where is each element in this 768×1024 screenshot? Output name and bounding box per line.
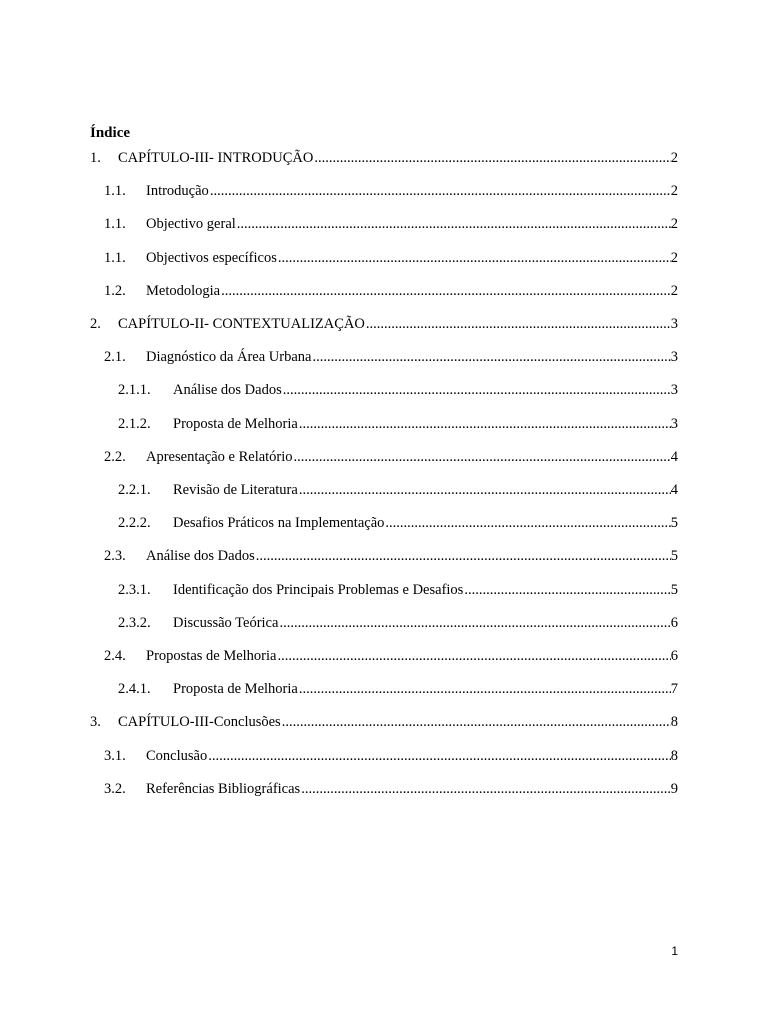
toc-dot-leader — [464, 581, 670, 599]
toc-entry-page: 5 — [670, 515, 678, 532]
toc-entry-number: 2.3. — [104, 548, 126, 565]
toc-entry-number: 2.3.1. — [118, 581, 151, 598]
toc-dot-leader — [301, 780, 671, 798]
toc-dot-leader — [278, 249, 671, 267]
toc-entry[interactable] — [90, 713, 678, 731]
toc-entry[interactable] — [104, 448, 678, 466]
toc-entry-number: 3. — [90, 714, 101, 731]
toc-entry-page: 3 — [670, 349, 678, 366]
toc-entry-label: Análise dos Dados — [173, 382, 282, 399]
toc-entry-label: CAPÍTULO-III-Conclusões — [118, 714, 281, 731]
toc-entry-label: Desafios Práticos na Implementação — [173, 515, 385, 532]
toc-title: Índice — [90, 125, 131, 141]
toc-dot-leader — [279, 614, 670, 632]
toc-entry-page: 2 — [670, 249, 678, 266]
toc-entry-label: Metodologia — [146, 282, 221, 299]
toc-entry-page: 4 — [670, 482, 678, 498]
toc-entry-label: Introdução — [146, 183, 209, 200]
toc-entry-label: Discussão Teórica — [173, 614, 279, 631]
page-number: 1 — [671, 944, 678, 958]
toc-entry-page: 2 — [670, 216, 678, 233]
toc-entry-page: 2 — [670, 282, 678, 299]
toc-dot-leader — [283, 381, 671, 399]
toc-entry-page: 9 — [670, 780, 678, 797]
toc-entry-label: Referências Bibliográficas — [146, 780, 301, 797]
toc-entry[interactable] — [90, 149, 678, 167]
toc-entry-number: 2.2. — [104, 448, 126, 465]
toc-entry-label: Análise dos Dados — [146, 548, 255, 565]
toc-dot-leader — [237, 215, 671, 233]
toc-entry-number: 2.2.1. — [118, 482, 151, 498]
toc-entry[interactable] — [104, 780, 678, 798]
toc-entry-page: 6 — [670, 614, 678, 631]
toc-entry[interactable] — [118, 581, 678, 599]
toc-dot-leader — [208, 747, 671, 765]
toc-entry-number: 1.1. — [104, 216, 126, 233]
toc-entry[interactable] — [118, 614, 678, 632]
toc-entry-label: Revisão de Literatura — [173, 482, 298, 498]
toc-entry-label: CAPÍTULO-II- CONTEXTUALIZAÇÃO — [118, 316, 365, 332]
toc-entry-page: 2 — [670, 183, 678, 200]
toc-dot-leader — [312, 348, 670, 366]
toc-entry[interactable] — [118, 481, 678, 499]
toc-entry-label: Objectivos específicos — [146, 249, 277, 266]
toc-entry-number: 1.1. — [104, 249, 126, 266]
toc-entry[interactable] — [104, 647, 678, 665]
toc-entry-page: 3 — [670, 415, 678, 432]
toc-entry-number: 1.2. — [104, 282, 126, 299]
toc-entry-number: 1. — [90, 150, 101, 166]
toc-entry-label: CAPÍTULO-III- INTRODUÇÃO — [118, 150, 314, 166]
toc-dot-leader — [299, 481, 671, 499]
toc-entry-label: Objectivo geral — [146, 216, 236, 233]
toc-dot-leader — [385, 514, 670, 532]
toc-dot-leader — [294, 448, 671, 466]
toc-dot-leader — [314, 149, 670, 167]
toc-entry[interactable] — [104, 182, 678, 200]
toc-entry[interactable] — [104, 747, 678, 765]
toc-dot-leader — [210, 182, 671, 200]
toc-entry[interactable] — [118, 680, 678, 698]
toc-entry-page: 3 — [670, 316, 678, 332]
toc-entry-page: 8 — [670, 747, 678, 764]
toc-dot-leader — [256, 547, 671, 565]
toc-entry-page: 4 — [670, 448, 678, 465]
toc-entry-page: 8 — [670, 714, 678, 731]
toc-entry-page: 5 — [670, 581, 678, 598]
toc-entry[interactable] — [90, 315, 678, 333]
toc-entry-label: Apresentação e Relatório — [146, 448, 293, 465]
toc-entry-page: 5 — [670, 548, 678, 565]
toc-entry-number: 2.1. — [104, 349, 126, 366]
toc-entry-number: 1.1. — [104, 183, 126, 200]
toc-entry[interactable] — [104, 249, 678, 267]
toc-dot-leader — [299, 680, 671, 698]
toc-entry[interactable] — [104, 215, 678, 233]
toc-entry-label: Conclusão — [146, 747, 208, 764]
toc-entry[interactable] — [118, 514, 678, 532]
toc-dot-leader — [282, 713, 671, 731]
toc-entry-number: 2.1.1. — [118, 382, 151, 399]
toc-entry-label: Diagnóstico da Área Urbana — [146, 349, 312, 366]
toc-entry-page: 7 — [670, 681, 678, 698]
toc-dot-leader — [299, 415, 671, 433]
toc-entry-label: Propostas de Melhoria — [146, 648, 277, 664]
toc-entry[interactable] — [118, 381, 678, 399]
toc-entry[interactable] — [118, 415, 678, 433]
toc-dot-leader — [277, 647, 670, 665]
toc-dot-leader — [366, 315, 671, 333]
toc-entry-number: 3.1. — [104, 747, 126, 764]
toc-entry-page: 3 — [670, 382, 678, 399]
toc-entry-number: 3.2. — [104, 780, 126, 797]
toc-entry-page: 2 — [670, 150, 678, 166]
toc-entry-number: 2.1.2. — [118, 415, 151, 432]
toc-entry[interactable] — [104, 282, 678, 300]
toc-entry-number: 2.2.2. — [118, 515, 151, 532]
toc-dot-leader — [221, 282, 671, 300]
toc-entry[interactable] — [104, 547, 678, 565]
toc-entry-label: Identificação dos Principais Problemas e Desafios — [173, 581, 464, 598]
toc-entry-number: 2.4. — [104, 648, 126, 664]
toc-entry-label: Proposta de Melhoria — [173, 415, 298, 432]
toc-entry-label: Proposta de Melhoria — [173, 681, 298, 698]
toc-entry-page: 6 — [670, 648, 678, 664]
toc-entry-number: 2.3.2. — [118, 614, 151, 631]
toc-entry-number: 2.4.1. — [118, 681, 151, 698]
toc-entry-number: 2. — [90, 316, 101, 332]
toc-entry[interactable] — [104, 348, 678, 366]
